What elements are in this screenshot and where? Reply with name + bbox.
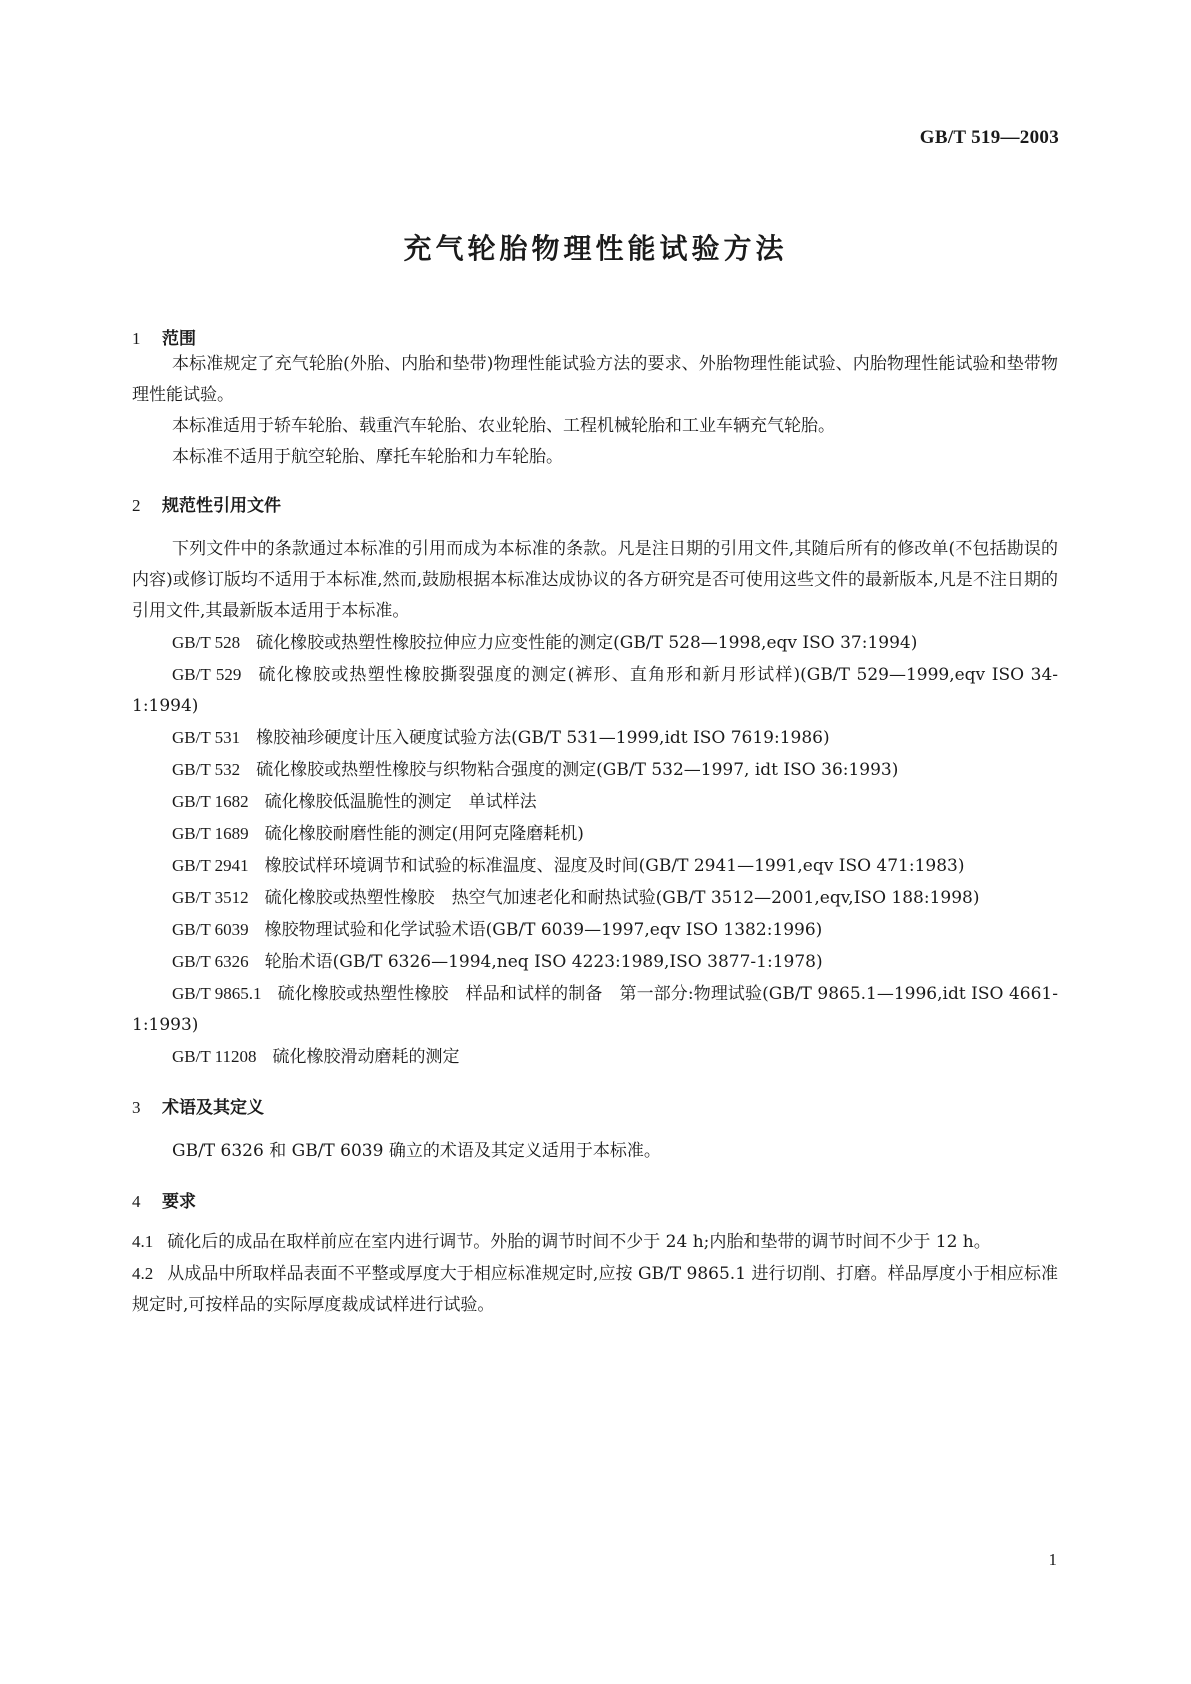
section-heading: 3 术语及其定义 — [132, 1098, 264, 1118]
page-number: 1 — [1048, 1550, 1057, 1569]
reference-item: GB/T 528 硫化橡胶或热塑性橡胶拉伸应力应变性能的测定(GB/T 528—1998,eqv ISO 37:1994) — [172, 633, 918, 653]
clause: 4.1 硫化后的成品在取样前应在室内进行调节。外胎的调节时间不少于 24 h;内胎和垫带的调节时间不少于 12 h。 — [132, 1232, 991, 1252]
reference-item: GB/T 529 硫化橡胶或热塑性橡胶撕裂强度的测定(裤形、直角形和新月形试样)(GB/T 529—1999,eqv ISO 34-1:1994) — [132, 665, 1058, 716]
paragraph: 本标准规定了充气轮胎(外胎、内胎和垫带)物理性能试验方法的要求、外胎物理性能试验、内胎物理性能试验和垫带物理性能试验。 — [132, 354, 1058, 405]
document-body — [132, 324, 1058, 1321]
section-heading: 1 范围 — [132, 329, 196, 349]
reference-item: GB/T 11208 硫化橡胶滑动磨耗的测定 — [172, 1047, 460, 1067]
clause: 4.2 从成品中所取样品表面不平整或厚度大于相应标准规定时,应按 GB/T 9865.1 进行切削、打磨。样品厚度小于相应标准规定时,可按样品的实际厚度裁成试样进行试验。 — [132, 1264, 1058, 1315]
reference-item: GB/T 2941 橡胶试样环境调节和试验的标准温度、湿度及时间(GB/T 2941—1991,eqv ISO 471:1983) — [172, 856, 965, 876]
section-requirements — [132, 1187, 1058, 1321]
reference-item: GB/T 531 橡胶袖珍硬度计压入硬度试验方法(GB/T 531—1999,idt ISO 7619:1986) — [172, 728, 830, 748]
paragraph: 本标准适用于轿车轮胎、载重汽车轮胎、农业轮胎、工程机械轮胎和工业车辆充气轮胎。 — [172, 416, 835, 436]
paragraph: 本标准不适用于航空轮胎、摩托车轮胎和力车轮胎。 — [172, 447, 563, 467]
reference-item: GB/T 3512 硫化橡胶或热塑性橡胶 热空气加速老化和耐热试验(GB/T 3512—2001,eqv,ISO 188:1998) — [172, 888, 980, 908]
reference-item: GB/T 6039 橡胶物理试验和化学试验术语(GB/T 6039—1997,eqv ISO 1382:1996) — [172, 920, 823, 940]
document-title: 充气轮胎物理性能试验方法 — [403, 232, 788, 265]
section-terms-definitions — [132, 1093, 1058, 1167]
paragraph: GB/T 6326 和 GB/T 6039 确立的术语及其定义适用于本标准。 — [172, 1141, 661, 1161]
section-scope — [132, 324, 1058, 473]
reference-item: GB/T 1689 硫化橡胶耐磨性能的测定(用阿克隆磨耗机) — [172, 824, 584, 844]
section-heading: 4 要求 — [132, 1192, 196, 1212]
reference-item: GB/T 6326 轮胎术语(GB/T 6326—1994,neq ISO 4223:1989,ISO 3877-1:1978) — [172, 952, 823, 972]
section-heading: 2 规范性引用文件 — [132, 496, 281, 516]
standard-number: GB/T 519—2003 — [919, 127, 1059, 148]
reference-item: GB/T 532 硫化橡胶或热塑性橡胶与织物粘合强度的测定(GB/T 532—1997, idt ISO 36:1993) — [172, 760, 899, 780]
section-normative-references — [132, 491, 1058, 1073]
paragraph: 下列文件中的条款通过本标准的引用而成为本标准的条款。凡是注日期的引用文件,其随后所有的修改单(不包括勘误的内容)或修订版均不适用于本标准,然而,鼓励根据本标准达成协议的各方研究是否可使用这些文件的最新版本,凡是不注日期的引用文件,其最新版本适用于本标准。 — [132, 539, 1058, 621]
reference-item: GB/T 1682 硫化橡胶低温脆性的测定 单试样法 — [172, 792, 537, 812]
reference-item: GB/T 9865.1 硫化橡胶或热塑性橡胶 样品和试样的制备 第一部分:物理试验(GB/T 9865.1—1996,idt ISO 4661-1:1993) — [132, 984, 1058, 1035]
